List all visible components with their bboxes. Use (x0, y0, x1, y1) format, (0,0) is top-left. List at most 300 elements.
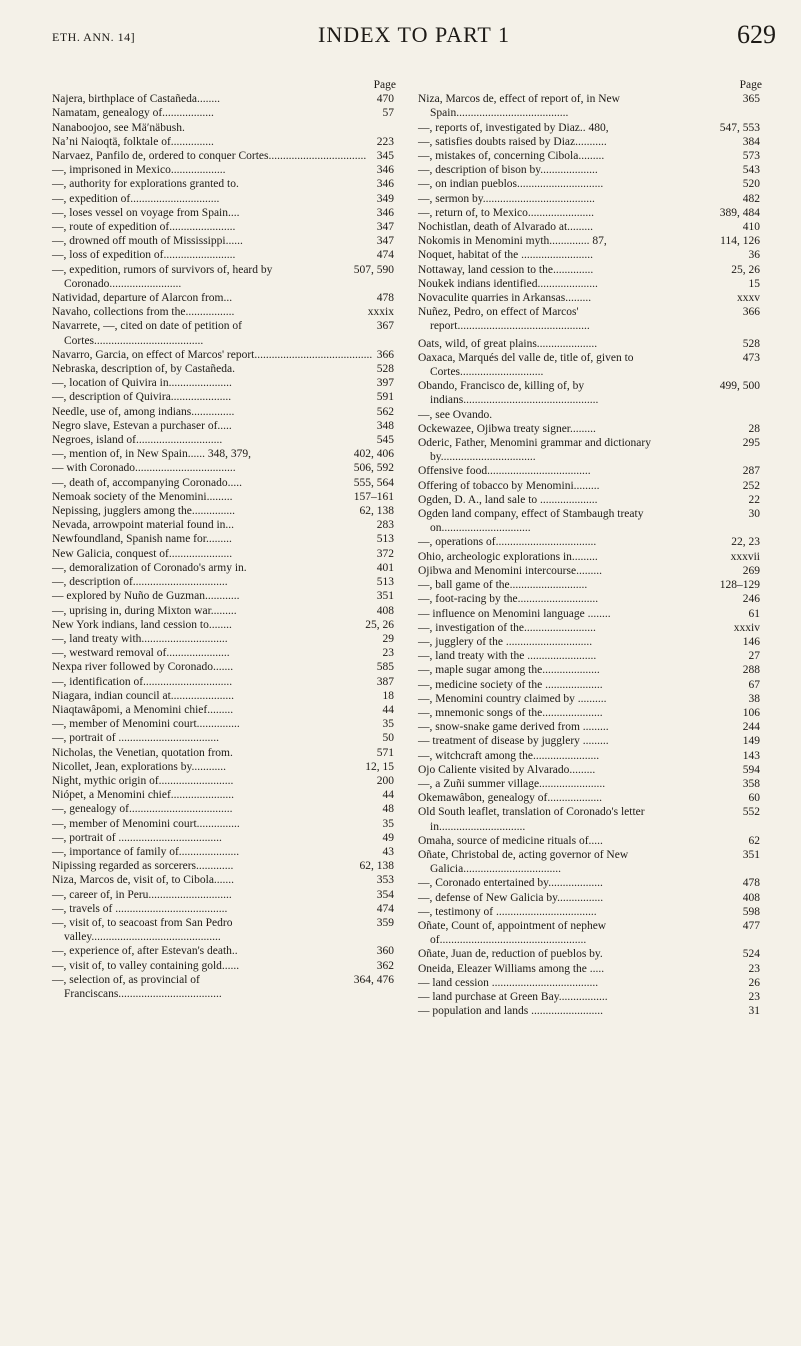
entry-text: Noukek indians identified..................... (418, 277, 598, 290)
entry-pages: 67 (748, 678, 760, 691)
index-entry (418, 692, 762, 706)
entry-text: —, maple sugar among the.................... (418, 664, 600, 677)
index-entry (418, 234, 762, 248)
entry-text: —, imprisoned in Mexico................... (52, 164, 226, 177)
entry-text: —, on indian pueblos.............................. (418, 178, 604, 191)
entry-text: Ogden, D. A., land sale to .................... (418, 493, 598, 506)
index-entry (418, 678, 762, 692)
entry-text: Natividad, departure of Alarcon from... (52, 292, 233, 305)
entry-text: Offering of tobacco by Menomini......... (418, 479, 600, 492)
entry-text: —, portrait of ................................... (52, 732, 220, 745)
entry-text: — explored by Nuño de Guzman............ (52, 590, 240, 603)
index-entry (52, 206, 396, 220)
index-entry (52, 831, 396, 845)
entry-text: Omaha, source of medicine rituals of..... (418, 834, 603, 847)
index-entry (418, 621, 762, 635)
entry-pages: 61 (748, 607, 760, 620)
entry-pages: 44 (382, 703, 394, 716)
index-entry (418, 564, 762, 578)
entry-text: —, loss of expedition of......................... (52, 249, 236, 262)
index-entry (418, 277, 762, 291)
entry-text: Namatam, genealogy of.................. (52, 107, 214, 120)
index-entry (418, 206, 762, 220)
entry-text: Needle, use of, among indians............... (52, 405, 235, 418)
entry-text: —, ball game of the........................... (418, 579, 588, 592)
entry-pages: 348 (376, 419, 394, 432)
entry-text: —, genealogy of.................................... (52, 803, 233, 816)
entry-text: —, Coronado entertained by................... (418, 877, 603, 890)
index-entry (418, 848, 762, 876)
entry-pages: 353 (376, 874, 394, 887)
entry-pages: 408 (376, 604, 394, 617)
entry-pages: 573 (742, 150, 760, 162)
entry-text: —, authority for explorations granted to. (52, 178, 239, 191)
entry-pages: 15 (748, 277, 760, 290)
index-entry (418, 592, 762, 606)
entry-text: —, location of Quivira in...................... (52, 377, 232, 390)
entry-pages: 528 (742, 337, 760, 350)
entry-text: Niza, Marcos de, effect of report of, in New Spain....................................... (418, 93, 620, 120)
index-entry (418, 192, 762, 206)
index-entry (52, 490, 396, 504)
entry-text: —, importance of family of..................... (52, 845, 240, 858)
entry-pages: 351 (742, 848, 760, 861)
entry-pages: 585 (376, 661, 394, 674)
index-entry (52, 589, 396, 603)
index-entry (52, 916, 396, 944)
index-entry (418, 834, 762, 848)
entry-text: —, sermon by....................................... (418, 192, 595, 205)
entry-pages: 146 (742, 635, 760, 648)
index-entry (52, 746, 396, 760)
entry-pages: 477 (742, 919, 760, 932)
entry-pages: 252 (742, 479, 760, 492)
entry-text: Niaqtawâpomi, a Menomini chief......... (52, 703, 234, 716)
entry-pages: 562 (376, 405, 394, 418)
index-entry (418, 891, 762, 905)
entry-text: Nipissing regarded as sorcerers............. (52, 860, 234, 873)
entry-pages: 223 (376, 135, 394, 148)
index-entry (418, 763, 762, 777)
entry-pages: 30 (748, 508, 760, 521)
entry-text: —, return of, to Mexico....................... (418, 206, 594, 219)
index-entry (52, 802, 396, 816)
index-entry (418, 379, 762, 407)
entry-text: —, defense of New Galicia by................ (418, 891, 604, 904)
entry-text: —, snow-snake game derived from ......... (418, 721, 609, 734)
entry-pages: 36 (748, 249, 760, 262)
index-entry (52, 944, 396, 958)
index-entry (52, 291, 396, 305)
entry-pages: 478 (376, 292, 394, 305)
entry-pages: 474 (376, 249, 394, 262)
entry-text: Ojo Caliente visited by Alvarado......... (418, 763, 596, 776)
entry-text: —, travels of ....................................... (52, 902, 228, 915)
index-entry (418, 535, 762, 549)
index-entry (52, 973, 396, 1001)
entry-pages: 365 (742, 93, 760, 106)
index-entry (52, 433, 396, 447)
index-entry (418, 121, 762, 135)
entry-pages: 44 (382, 789, 394, 802)
entry-pages: 25, 26 (731, 263, 760, 276)
index-entry (52, 263, 396, 291)
index-entry (418, 291, 762, 305)
entry-text: Oñate, Juan de, reduction of pueblos by. (418, 948, 603, 961)
entry-pages: 351 (376, 590, 394, 603)
index-entry (418, 876, 762, 890)
index-entry (52, 92, 396, 106)
entry-pages: 22 (748, 493, 760, 506)
entry-pages: 35 (382, 817, 394, 830)
index-entry (418, 507, 762, 535)
index-entry (418, 990, 762, 1004)
index-entry (52, 703, 396, 717)
index-entry (418, 663, 762, 677)
entry-pages: 366 (742, 306, 760, 319)
entry-pages: 594 (742, 763, 760, 776)
entry-pages: 547, 553 (719, 121, 760, 134)
entry-pages: 389, 484 (719, 206, 760, 219)
index-entry (52, 348, 396, 362)
entry-text: —, jugglery of the .............................. (418, 635, 593, 648)
entry-pages: 31 (748, 1005, 760, 1018)
entry-pages: 25, 26 (365, 618, 394, 631)
page-number: 629 (737, 20, 776, 49)
index-entry (418, 649, 762, 663)
entry-text: Noquet, habitat of the ......................... (418, 249, 594, 262)
entry-pages: 60 (748, 792, 760, 805)
entry-text: Nicholas, the Venetian, quotation from. (52, 746, 233, 759)
entry-text: Oaxaca, Marqués del valle de, title of, given to Cortes............................. (418, 351, 634, 379)
entry-text: Oats, wild, of great plains..................... (418, 337, 598, 350)
entry-text: Okemawâbon, genealogy of................... (418, 792, 602, 805)
entry-text: —, route of expedition of....................... (52, 221, 236, 234)
entry-pages: 384 (742, 135, 760, 148)
index-entry (418, 607, 762, 621)
index-entry (52, 234, 396, 248)
entry-pages: 38 (748, 692, 760, 705)
entry-text: —, testimony of ................................... (418, 905, 597, 918)
entry-pages: 48 (382, 803, 394, 816)
entry-text: Offensive food.................................... (418, 465, 591, 478)
entry-pages: 128–129 (719, 579, 760, 592)
entry-text: Nanaboojoo, see Mä′näbush. (52, 121, 185, 134)
index-entry (418, 635, 762, 649)
entry-text: Night, mythic origin of.......................... (52, 774, 234, 787)
index-entry (418, 777, 762, 791)
entry-pages: 402, 406 (353, 448, 394, 461)
entry-text: —, demoralization of Coronado's army in. (52, 561, 247, 574)
index-column-right (418, 78, 762, 1018)
index-entry (418, 734, 762, 748)
entry-pages: xxxiv (733, 621, 760, 634)
index-entry (418, 706, 762, 720)
entry-text: Nepissing, jugglers among the............... (52, 505, 236, 518)
entry-pages: 507, 590 (353, 263, 394, 276)
entry-pages: 387 (376, 675, 394, 688)
index-entry (52, 362, 396, 376)
entry-text: —, a Zuñi summer village....................... (418, 777, 606, 790)
entry-pages: 499, 500 (719, 380, 760, 393)
entry-pages: 12, 15 (365, 760, 394, 773)
entry-pages: 143 (742, 749, 760, 762)
index-entry (418, 805, 762, 833)
entry-text: —, see Ovando. (418, 408, 493, 421)
entry-text: — with Coronado................................... (52, 462, 236, 475)
entry-text: Oneida, Eleazer Williams among the ..... (418, 962, 605, 975)
entry-text: — population and lands ......................... (418, 1005, 603, 1018)
column-page-label: Page (373, 79, 396, 91)
index-entry (418, 493, 762, 507)
entry-text: — land purchase at Green Bay................. (418, 990, 608, 1003)
index-entry (418, 135, 762, 149)
index-entry (52, 177, 396, 191)
entry-text: Nexpa river followed by Coronado....... (52, 661, 234, 674)
entry-text: Nemoak society of the Menomini......... (52, 490, 233, 503)
index-entry (52, 788, 396, 802)
entry-pages: 283 (376, 519, 394, 532)
entry-pages: 591 (376, 391, 394, 404)
entry-text: —, death of, accompanying Coronado..... (52, 476, 243, 489)
entry-text: —, loses vessel on voyage from Spain.... (52, 206, 240, 219)
index-entry (418, 92, 762, 120)
entry-pages: 362 (376, 959, 394, 972)
entry-pages: 23 (382, 647, 394, 660)
index-entry (52, 476, 396, 490)
entry-text: —, witchcraft among the....................... (418, 749, 600, 762)
entry-pages: 62 (748, 834, 760, 847)
entry-pages: 18 (382, 689, 394, 702)
entry-text: —, description of................................. (52, 576, 228, 589)
entry-pages: 62, 138 (359, 860, 394, 873)
entry-pages: 269 (742, 564, 760, 577)
entry-pages: 410 (742, 221, 760, 234)
entry-pages: 347 (376, 235, 394, 248)
index-entry (418, 479, 762, 493)
index-entry (52, 575, 396, 589)
entry-text: Oñate, Count of, appointment of nephew of................................................... (418, 919, 607, 947)
index-entry (418, 578, 762, 592)
entry-text: —, land treaty with the ........................ (418, 650, 597, 663)
entry-pages: 470 (376, 93, 394, 106)
entry-pages: xxxv (737, 292, 760, 305)
entry-pages: 555, 564 (353, 476, 394, 489)
entry-pages: 106 (742, 706, 760, 719)
entry-text: Navarro, Garcia, on effect of Marcos' report......................................... (52, 348, 373, 361)
entry-pages: 598 (742, 905, 760, 918)
entry-pages: 473 (742, 351, 760, 364)
index-entry (52, 220, 396, 234)
entry-text: Newfoundland, Spanish name for......... (52, 533, 232, 546)
entry-pages: xxxix (367, 306, 394, 319)
entry-pages: 372 (376, 547, 394, 560)
entry-pages: 29 (382, 632, 394, 645)
index-entry (418, 720, 762, 734)
entry-text: —, career of, in Peru............................. (52, 888, 232, 901)
index-entry (52, 532, 396, 546)
index-entry (52, 902, 396, 916)
index-entry (52, 518, 396, 532)
index-entry (52, 859, 396, 873)
entry-text: Niagara, indian council at...................... (52, 689, 235, 702)
entry-pages: 149 (742, 735, 760, 748)
index-entry (52, 717, 396, 731)
index-entry (418, 436, 762, 464)
index-entry (418, 220, 762, 234)
entry-text: Novaculite quarries in Arkansas......... (418, 292, 592, 305)
entry-text: —, mention of, in New Spain...... 348, 379, (52, 448, 251, 461)
index-entry (52, 873, 396, 887)
index-entry (52, 731, 396, 745)
entry-pages: 367 (376, 320, 394, 333)
entry-pages: 157–161 (353, 490, 394, 503)
entry-pages: 513 (376, 533, 394, 546)
index-entry (52, 845, 396, 859)
index-entry (52, 675, 396, 689)
entry-text: Nottaway, land cession to the.............. (418, 263, 594, 276)
entry-pages: 43 (382, 845, 394, 858)
entry-text: Negro slave, Estevan a purchaser of..... (52, 419, 232, 432)
entry-pages: 346 (376, 164, 394, 177)
index-entry (52, 561, 396, 575)
entry-pages: 295 (742, 437, 760, 450)
entry-pages: 346 (376, 178, 394, 191)
index-entry (418, 749, 762, 763)
index-entry (52, 618, 396, 632)
entry-text: —, westward removal of...................... (52, 647, 230, 660)
entry-pages: 358 (742, 777, 760, 790)
entry-text: —, description of Quivira..................... (52, 391, 232, 404)
entry-pages: 543 (742, 164, 760, 177)
entry-text: —, investigation of the......................... (418, 621, 596, 634)
entry-pages: 57 (382, 107, 394, 120)
entry-text: —, visit of, to valley containing gold...... (52, 959, 240, 972)
index-entry (52, 163, 396, 177)
entry-text: Ogden land company, effect of Stambaugh treaty on............................... (418, 508, 644, 535)
entry-text: —, Menomini country claimed by .......... (418, 692, 607, 705)
index-entry (52, 121, 396, 135)
entry-pages: 354 (376, 888, 394, 901)
index-entry (418, 1004, 762, 1018)
entry-text: —, operations of................................... (418, 536, 597, 549)
index-entry (418, 149, 762, 163)
entry-pages: 23 (748, 962, 760, 975)
index-entry (52, 135, 396, 149)
entry-text: — treatment of disease by jugglery ......... (418, 735, 609, 748)
index-column-left (52, 78, 396, 1001)
index-entry (418, 163, 762, 177)
index-entry (52, 319, 396, 347)
index-entry (418, 947, 762, 961)
entry-text: —, mnemonic songs of the..................... (418, 706, 603, 719)
entry-pages: 366 (376, 348, 394, 361)
index-entry (418, 337, 762, 351)
entry-pages: 571 (376, 746, 394, 759)
entry-text: —, drowned off mouth of Mississippi...... (52, 235, 243, 248)
entry-pages: 23 (748, 990, 760, 1003)
entry-pages: 520 (742, 178, 760, 191)
entry-pages: 26 (748, 976, 760, 989)
entry-text: —, description of bison by.................... (418, 164, 598, 177)
running-head (52, 18, 776, 58)
entry-text: Nicollet, Jean, explorations by............ (52, 760, 226, 773)
index-entry (52, 419, 396, 433)
entry-pages: 364, 476 (353, 973, 394, 986)
index-entry (418, 351, 762, 379)
entry-pages: 513 (376, 576, 394, 589)
entry-text: Nokomis in Menomini myth.............. 87, (418, 235, 607, 248)
entry-pages: 360 (376, 945, 394, 958)
entry-text: Ockewazee, Ojibwa treaty signer......... (418, 422, 596, 435)
index-entry (52, 447, 396, 461)
index-entry (52, 390, 396, 404)
entry-pages: 345 (376, 150, 394, 162)
entry-text: New Galicia, conquest of...................... (52, 547, 233, 560)
entry-text: Naʼni Naioqtä, folktale of............... (52, 135, 214, 148)
entry-text: Negroes, island of.............................. (52, 434, 223, 447)
entry-pages: 49 (382, 831, 394, 844)
index-entry (52, 149, 396, 163)
entry-text: —, satisfies doubts raised by Diaz........... (418, 135, 607, 148)
entry-pages: 22, 23 (731, 536, 760, 549)
entry-pages: 246 (742, 593, 760, 606)
entry-text: New York indians, land cession to........ (52, 618, 232, 631)
index-entry (52, 106, 396, 120)
entry-text: Oñate, Christobal de, acting governor of New Galicia.................................. (418, 848, 629, 876)
entry-pages: 244 (742, 721, 760, 734)
entry-text: Ojibwa and Menomini intercourse......... (418, 564, 602, 577)
entry-text: —, identification of............................... (52, 675, 233, 688)
entry-text: —, reports of, investigated by Diaz.. 480, (418, 121, 609, 134)
entry-text: — land cession ..................................... (418, 976, 599, 989)
index-entry (52, 760, 396, 774)
entry-text: Niópet, a Menomini chief...................... (52, 789, 235, 802)
entry-pages: 35 (382, 718, 394, 731)
entry-text: Nuñez, Pedro, on effect of Marcos' report.............................................. (418, 306, 590, 333)
entry-text: Narvaez, Panfilo de, ordered to conquer Cortes.................................. (52, 150, 367, 162)
entry-pages: 545 (376, 434, 394, 447)
entry-pages: 347 (376, 221, 394, 234)
index-entry (52, 405, 396, 419)
entry-text: —, mistakes of, concerning Cibola......... (418, 150, 605, 162)
index-entry (52, 305, 396, 319)
index-entry (418, 464, 762, 478)
entry-text: Obando, Francisco de, killing of, by indians............................................... (418, 380, 599, 407)
entry-pages: 478 (742, 877, 760, 890)
index-entry (52, 547, 396, 561)
entry-pages: 524 (742, 948, 760, 961)
index-entry (418, 550, 762, 564)
index-entry (52, 817, 396, 831)
index-entry (52, 774, 396, 788)
entry-pages: 349 (376, 192, 394, 205)
index-entry (418, 976, 762, 990)
index-entry (52, 504, 396, 518)
index-entry (418, 962, 762, 976)
index-entry (418, 248, 762, 262)
index-entry (418, 177, 762, 191)
entry-pages: 359 (376, 916, 394, 929)
index-entry (52, 888, 396, 902)
entry-pages: 28 (748, 422, 760, 435)
entry-pages: 528 (376, 363, 394, 376)
entry-text: —, experience of, after Estevan's death.. (52, 945, 238, 958)
entry-text: Nochistlan, death of Alvarado at......... (418, 221, 594, 234)
entry-text: Ohio, archeologic explorations in......... (418, 550, 598, 563)
entry-text: —, member of Menomini court............... (52, 718, 240, 731)
index-entry (52, 461, 396, 475)
